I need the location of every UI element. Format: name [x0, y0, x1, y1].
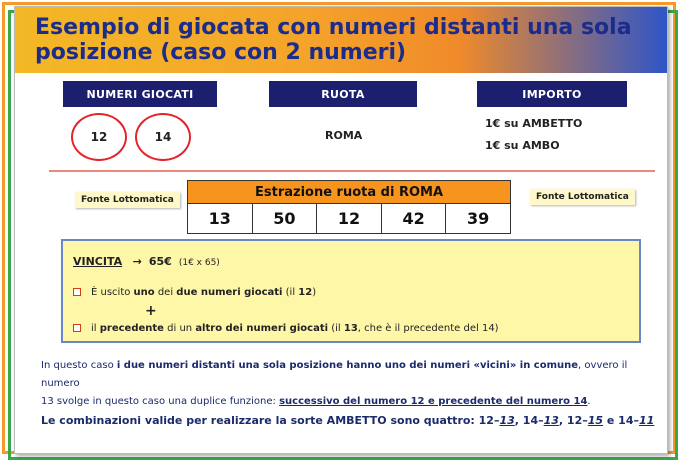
text: In questo caso [41, 360, 117, 371]
bullet-icon [73, 324, 81, 332]
text: ) [312, 287, 317, 298]
header-importo: IMPORTO [477, 81, 627, 107]
text: Le combinazioni valide per realizzare la sorte AMBETTO sono quattro: 12– [41, 414, 500, 427]
source-label-left: Fonte Lottomatica [75, 192, 180, 208]
source-label-right: Fonte Lottomatica [530, 189, 635, 205]
drawn-number: 39 [446, 204, 510, 233]
estrazione-heading: Estrazione ruota di ROMA [188, 181, 510, 204]
played-number-2: 14 [135, 113, 191, 161]
bullet-line-2 [73, 323, 499, 334]
plus-sign: + [145, 303, 157, 319]
text: e 14– [603, 414, 639, 427]
slide-title: Esempio di giocata con numeri distanti una sola posizione (caso con 2 numeri) [35, 15, 632, 65]
divider [49, 170, 655, 172]
text: 13 [543, 414, 559, 427]
slide [14, 6, 668, 454]
vincita-label: VINCITA [73, 255, 123, 268]
drawn-number: 13 [188, 204, 253, 233]
text: , 14– [514, 414, 544, 427]
header-numeri-giocati: NUMERI GIOCATI [63, 81, 217, 107]
arrow-icon: → [132, 255, 142, 268]
drawn-number: 42 [382, 204, 447, 233]
header-ruota: RUOTA [269, 81, 417, 107]
vincita-amount: 65€ [148, 255, 172, 268]
vincita-box [61, 239, 641, 343]
text: precedente [99, 323, 164, 334]
text: di un [163, 323, 196, 334]
title-banner [15, 7, 667, 73]
text: successivo del numero 12 e precedente del numero 14 [279, 396, 588, 407]
text: . [587, 396, 591, 407]
bullet-icon [73, 288, 81, 296]
drawn-number: 12 [317, 204, 382, 233]
text: (il [328, 323, 344, 334]
bullet-line-1 [73, 287, 316, 298]
text: È uscito [91, 287, 134, 298]
text: , 12– [558, 414, 588, 427]
vincita-calc: (1€ x 65) [178, 258, 220, 268]
importo-ambo: 1€ su AMBO [485, 139, 560, 152]
text: dei [154, 287, 177, 298]
text: (il [282, 287, 299, 298]
estrazione-table [187, 180, 511, 234]
text: due numeri giocati [176, 287, 283, 298]
importo-ambetto: 1€ su AMBETTO [485, 117, 583, 130]
text: 12 [298, 287, 313, 298]
text: i due numeri distanti una sola posizione hanno uno dei numeri «vicini» in comune [116, 360, 579, 371]
drawn-number: 50 [253, 204, 318, 233]
text: il [91, 323, 100, 334]
explanation-paragraph [41, 357, 651, 411]
ruota-value: ROMA [325, 129, 363, 142]
vincita-line [73, 255, 220, 268]
text: 11 [639, 414, 655, 427]
text: 13 svolge in questo caso una duplice funzione: [41, 396, 280, 407]
estrazione-numbers [188, 204, 510, 233]
text: 13 [499, 414, 515, 427]
text: uno [133, 287, 155, 298]
combinations-paragraph [41, 412, 661, 430]
text: altro dei numeri giocati [195, 323, 329, 334]
text: 13 [343, 323, 358, 334]
played-number-1: 12 [71, 113, 127, 161]
text: , ovvero il numero [41, 360, 628, 389]
text: , che è il precedente del 14) [357, 323, 499, 334]
text: 15 [587, 414, 604, 427]
